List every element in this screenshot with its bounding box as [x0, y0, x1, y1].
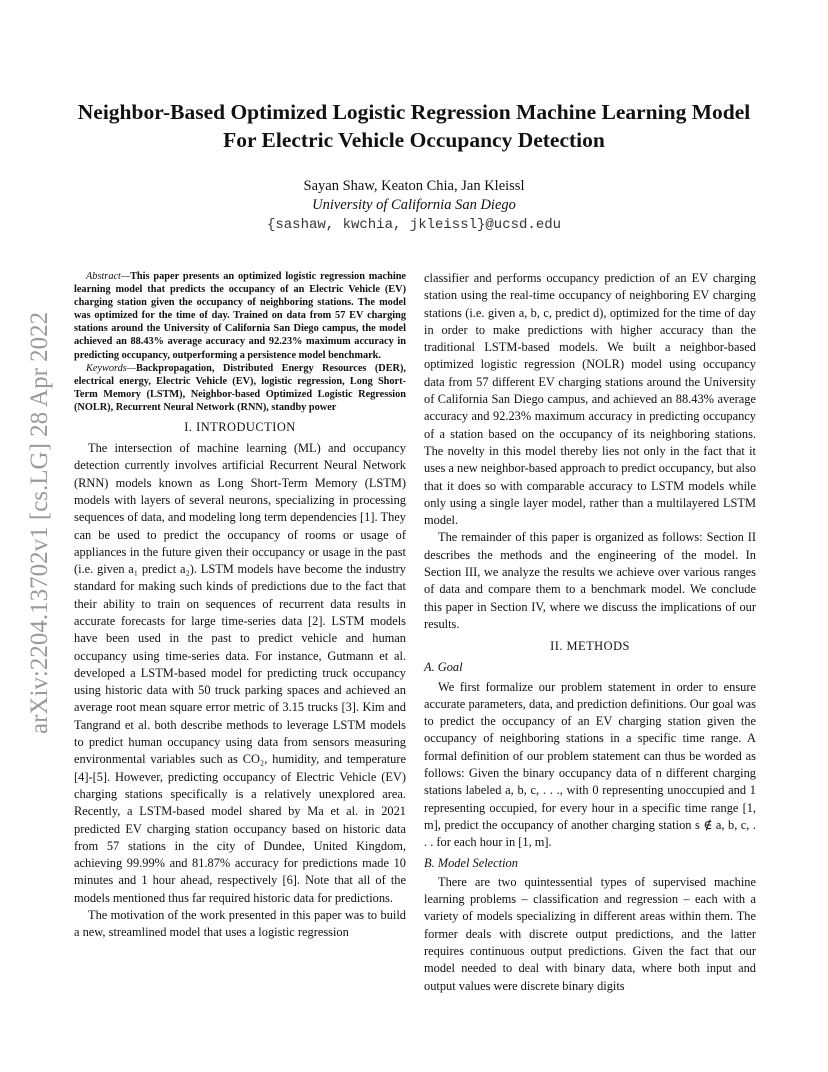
model-selection-paragraph: There are two quintessential types of supervised machine learning problems – classification and regression – each with a variety of models specializing in different areas within them. The former deals with discrete output predictions, and the latter requires continuous output predictions. Given the fact that our model needed to deal with binary data, where both input and output values were discrete binary digits [424, 874, 756, 993]
abstract-text: This paper presents an optimized logistic regression machine learning model that predicts the occupancy of an Electric Vehicle (EV) charging station given the occupancy of neighboring stations. The model was optimized for the time of day. Trained on data from 57 EV charging stations around the University of California San Diego campus, the model achieved an 88.43% average accuracy and 92.23% maximum accuracy in predicting occupancy, outperforming a persistence model benchmark. [74, 271, 406, 361]
intro-paragraph-4: The remainder of this paper is organized as follows: Section II describes the methods and the engineering of the model. In Section III, we analyze the results we achieve over various ranges of data and compare them to a benchmark model. We conclude this paper in Section IV, where we discuss the implications of our results. [424, 530, 756, 631]
subsection-heading-model-selection: B. Model Selection [424, 855, 518, 870]
goal-paragraph: We first formalize our problem statement in order to ensure accurate parameters, data, and prediction definitions. Our goal was to predict the occupancy of an EV charging station given the occupancy of neighboring stations in a specific time range. A formal definition of our problem statement can thus be worded as follows: Given the binary occupancy data of n different charging stations labeled a, b, c, . . ., with 0 representing unoccupied and 1 representing occupied, for every hour in a specific time range [1, m], predict the occupancy of another charging station s ∉ a, b, c, . . . for each hour in [1, m]. [424, 679, 756, 850]
left-column [74, 270, 406, 942]
section-heading-methods: II. METHODS [550, 639, 630, 654]
right-column [424, 270, 756, 995]
abstract-lead: Abstract— [86, 271, 131, 282]
intro-paragraph-1: The intersection of machine learning (ML) and occupancy detection currently involves artificial Recurrent Neural Network (RNN) models known as Long Short-Term Memory (LSTM) models with layers of several neurons, specializing in processing sequences of data, and modeling long term dependencies [1]. They can be used to predict the occupancy of rooms or usage of appliances in the future given their occupancy or usage in the past (i.e. given a₁ predict a₂). LSTM models have become the industry standard for making such kinds of predictions due to the fact that their ability to train on sequences of recurrent data results in accurate forecasts for large time-series data [2]. LSTM models have been used in the past to predict vehicle and human occupancy using time-series data. For instance, Gutmann et al. developed a LSTM-based model for predicting truck occupancy using historic data with 50 truck parking spaces and achieved an average root mean square error metric of 3.15 trucks [3]. Kim and Tangrand et al. both describe methods to leverage LSTM models to predict human occupancy using data from sensors measuring environmental variables such as CO₂, humidity, and temperature [4]-[5]. However, predicting occupancy of Electric Vehicle (EV) charging stations specifically is a relatively unexplored area. Recently, a LSTM-based model shared by Ma et al. in 2021 predicted EV charging station occupancy based on historic data from 57 stations in the city of Dundee, United Kingdom, achieving 99.99% and 81.87% accuracy for predictions made 10 minutes and 1 hour ahead, respectively [6]. Note that all of the models mentioned thus far required historic data for predictions. [74, 441, 406, 905]
email-addresses: {sashaw, kwchia, jkleissl}@ucsd.edu [266, 217, 562, 233]
keywords [74, 362, 406, 414]
keywords-text: Backpropagation, Distributed Energy Resources (DER), electrical energy, Electric Vehicle (EV), logistic regression, Long Short-Term Memory (LSTM), Neighbor-based Optimized Logistic Regression (NOLR), Recurrent Neural Network (RNN), standby power [74, 362, 406, 413]
keywords-lead: Keywords— [86, 362, 136, 374]
intro-paragraph-3: classifier and performs occupancy prediction of an EV charging station using the real-time occupancy of neighboring EV charging stations (i.e. given a, b, c, predict d), optimized for the time of day in order to make predictions with higher accuracy than the traditional LSTM-based models. We built a neighbor-based optimized logistic regression (NOLR) model using occupancy data from 57 different EV charging stations around the University of California San Diego campus, and achieved an 88.43% average accuracy and 92.23% maximum accuracy in predicting occupancy of a station based on the occupancy of its neighboring stations. The novelty in this model thereby lies not only in the fact that it uses a new neighbor-based approach to predict occupancy, but also that it does so with comparable accuracy to LSTM models while only using a single layer model, rather than a multilayered LSTM model. [424, 271, 756, 528]
arxiv-watermark: arXiv:2204.13702v1 [cs.LG] 28 Apr 2022 [26, 311, 53, 734]
subsection-heading-goal: A. Goal [424, 660, 463, 675]
paper-title: Neighbor-Based Optimized Logistic Regression Machine Learning Model For Electric Vehicle Occupancy Detection [77, 100, 751, 152]
intro-paragraph-2: The motivation of the work presented in this paper was to build a new, streamlined model that uses a logistic regression [74, 908, 406, 940]
section-heading-introduction: I. INTRODUCTION [184, 420, 296, 435]
author-list: Sayan Shaw, Keaton Chia, Jan Kleissl [303, 178, 525, 194]
abstract [74, 270, 406, 362]
affiliation: University of California San Diego [312, 197, 516, 213]
